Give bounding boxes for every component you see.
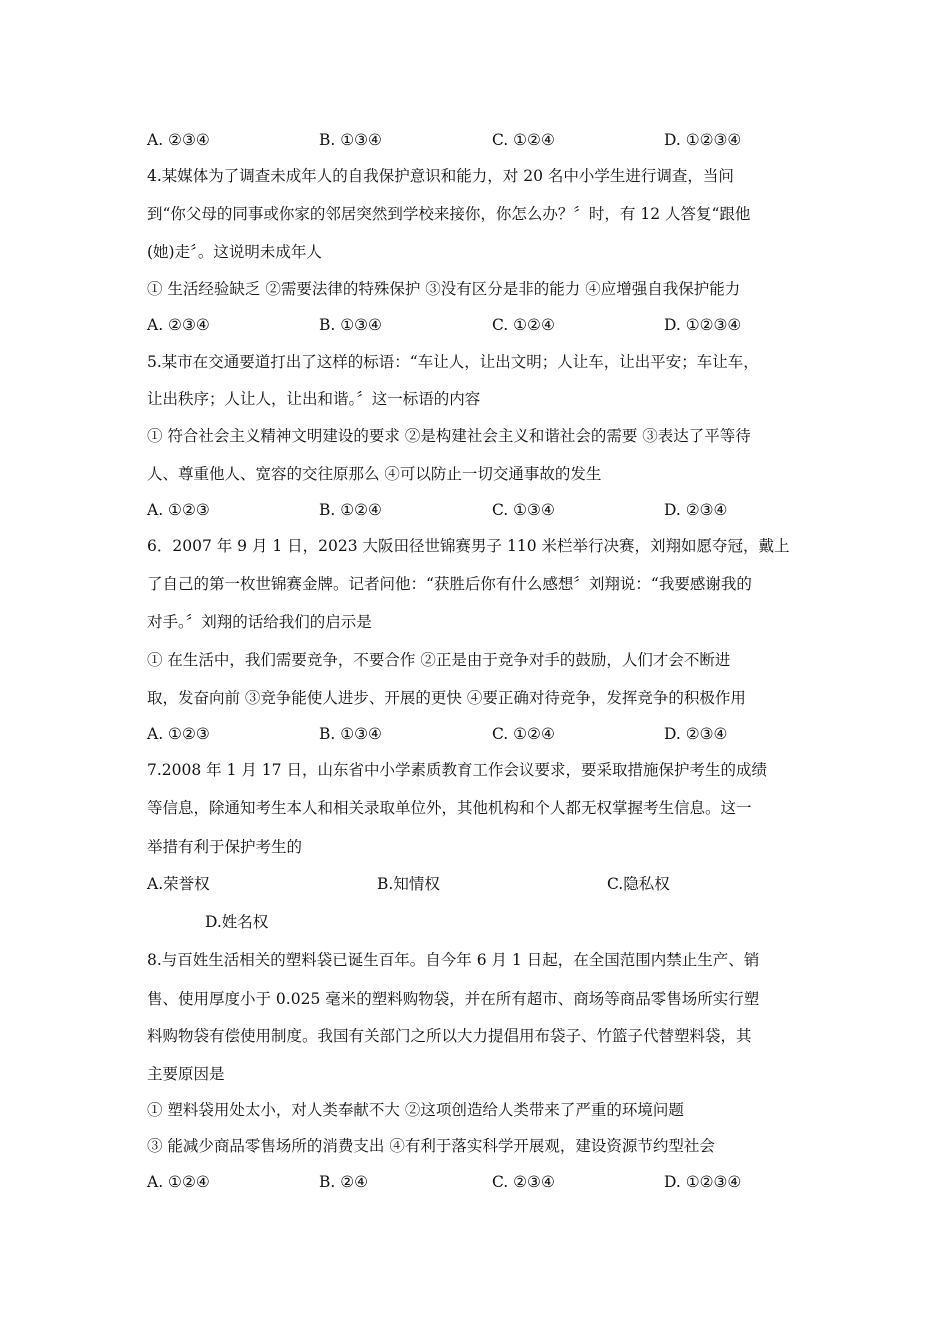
choice-b: B. ①③④ [319,725,382,743]
question-4-statements: ① 生活经验缺乏 ②需要法律的特殊保护 ③没有区分是非的能力 ④应增强自我保护能力 [147,280,741,298]
choice-d: D. ②③④ [664,725,728,743]
question-8-statements: ① 塑料袋用处太小，对人类奉献不大 ②这项创造给人类带来了严重的环境问题 [147,1101,684,1119]
question-6-stem: 了自己的第一枚世锦赛金牌。记者问他：“获胜后你有什么感想〞刘翔说：“我要感谢我的 [147,575,752,593]
choice-d: D.姓名权 [205,913,269,931]
choice-d: D. ①②③④ [664,316,742,334]
question-8-stem: 料购物袋有偿使用制度。我国有关部门之所以大力提倡用布袋子、竹篮子代替塑料袋，其 [147,1027,752,1045]
question-5-stem: 让出秩序；人让人，让出和谐。〞这一标语的内容 [147,390,481,408]
question-8-stem: 售、使用厚度小于 0.025 毫米的塑料购物袋，并在所有超市、商场等商品零售场所实行塑 [147,990,760,1008]
question-5-stem: 5.某市在交通要道打出了这样的标语：“车让人，让出文明；人让车，让出平安；车让车， [147,353,759,371]
choice-c: C. ①②④ [492,725,555,743]
choice-b: B.知情权 [377,875,440,893]
choice-a: A. ①②③ [147,501,210,519]
question-6-stem: 6．2007 年 9 月 1 日，2023 大阪田径世锦赛男子 110 米栏举行决赛，刘翔如愿夺冠，戴上 [147,537,790,555]
question-5-statements: ① 符合社会主义精神文明建设的要求 ②是构建社会主义和谐社会的需要 ③表达了平等待 [147,427,751,445]
choice-b: B. ①③④ [319,316,382,334]
choice-a: A. ①②④ [147,1173,210,1191]
question-8-stem: 8.与百姓生活相关的塑料袋已诞生百年。自今年 6 月 1 日起，在全国范围内禁止生产、销 [147,951,760,969]
choice-c: C. ①③④ [492,501,555,519]
question-4-stem: 到“你父母的同事或你家的邻居突然到学校来接你，你怎么办？〞时，有 12 人答复“跟他 [147,205,751,223]
choice-a: A. ②③④ [147,316,210,334]
choice-c: C.隐私权 [607,875,670,893]
choice-b: B. ①②④ [319,501,382,519]
question-7-stem: 等信息，除通知考生本人和相关录取单位外，其他机构和个人都无权掌握考生信息。这一 [147,799,752,817]
question-6-statements: ① 在生活中，我们需要竞争，不要合作 ②正是由于竞争对手的鼓励，人们才会不断进 [147,651,731,669]
choice-d: D. ①②③④ [664,131,742,149]
choice-a: A. ①②③ [147,725,210,743]
question-6-statements: 取，发奋向前 ③竞争能使人进步、开展的更快 ④要正确对待竞争，发挥竞争的积极作用 [147,689,746,707]
choice-b: B. ②④ [319,1173,369,1191]
question-8-stem: 主要原因是 [147,1065,225,1083]
choice-d: D. ②③④ [664,501,728,519]
choice-c: C. ①②④ [492,131,555,149]
choice-d: D. ①②③④ [664,1173,742,1191]
choice-c: C. ②③④ [492,1173,555,1191]
choice-b: B. ①③④ [319,131,382,149]
choice-c: C. ①②④ [492,316,555,334]
question-7-stem: 举措有利于保护考生的 [147,838,303,856]
question-5-statements: 人、尊重他人、宽容的交往原那么 ④可以防止一切交通事故的发生 [147,465,602,483]
question-7-stem: 7.2008 年 1 月 17 日，山东省中小学素质教育工作会议要求，要采取措施保护考生的成绩 [147,761,767,779]
question-8-statements: ③ 能减少商品零售场所的消费支出 ④有利于落实科学开展观，建设资源节约型社会 [147,1137,715,1155]
question-4-stem: 4.某媒体为了调查未成年人的自我保护意识和能力，对 20 名中小学生进行调查，当问 [147,167,734,185]
question-6-stem: 对手。〞刘翔的话给我们的启示是 [147,613,372,631]
question-4-stem: (她)走〞。这说明未成年人 [147,243,322,261]
choice-a: A. ②③④ [147,131,210,149]
choice-a: A.荣誉权 [147,875,210,893]
